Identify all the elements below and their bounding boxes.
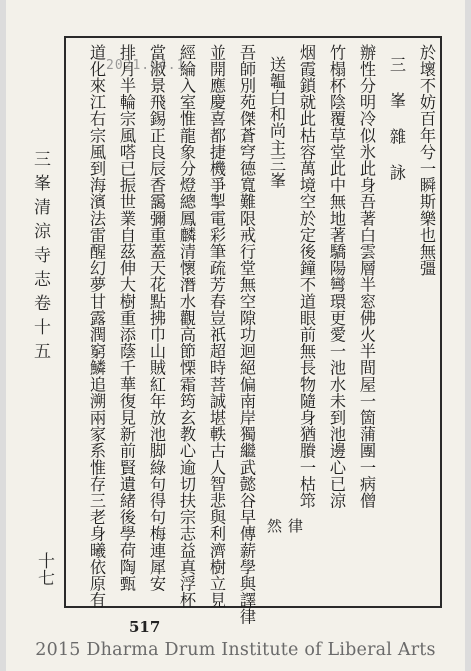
text-column: 竹榻杯陰覆草堂此中無地著驕陽彎環更愛一池水未到池邊心已涼 [327,44,346,509]
text-column: 道化來江右宗風到海濱法雷醒幻夢甘露潤窮鱗追溯兩家系惟存三老身曦依原有 [87,44,106,609]
margin-page: 十七 [34,552,54,586]
text-frame [64,36,442,625]
text-column: 經綸入室惟龍象分燈總鳳麟清懷潛水觀高節慄霜筠玄教心逾切扶宗志益真浮杯 [177,44,196,609]
text-column: 於壞不妨百年兮一瞬斯樂也無彊 [417,44,436,277]
text-column: 烟霞鎖就此枯容萬境空於定後鐘不道眼前無長物隨身猶賸一枯筇 [297,44,316,509]
footer-watermark: 2015 Dharma Drum Institute of Liberal Arts [35,640,436,660]
poem-title: 送韞白和尚主三峯 [267,56,286,189]
author-name: 律 然 [265,518,304,551]
margin-title: 三峯清涼寺志卷十五 [30,150,50,366]
page-number: 517 [129,618,161,636]
text-column: 當淑景飛錫正良辰香靄彌重蓋天花點拂巾山賊紅年放池脚綠句得句梅連犀安 [147,44,166,592]
text-column: 辦性分明冷似氷此身吾著白雲層半窓佛火半間屋一箇蒲團一病僧 [357,44,376,509]
text-column: 並開應慶喜都捷機爭掣電彩筆疏芳春豈祇超時菩誠堪軼古人智悲與利濟樹立見 [207,44,226,609]
text-column: 吾師別苑傑蒼穹德寬難限戒行堂無空隙功迴絕偏南岸獨繼武懿谷早傳薪學與譯律 [237,44,256,625]
section-title: 三 峯 雜 詠 [387,56,406,181]
text-column: 排月半輪宗風嗒已振世業自茲伸大樹重添蔭千華復見新前賢遺緒後學荷陶甄 [117,44,136,592]
date-stamp: 2021.04.1 [106,58,186,73]
scanned-page [6,0,465,671]
